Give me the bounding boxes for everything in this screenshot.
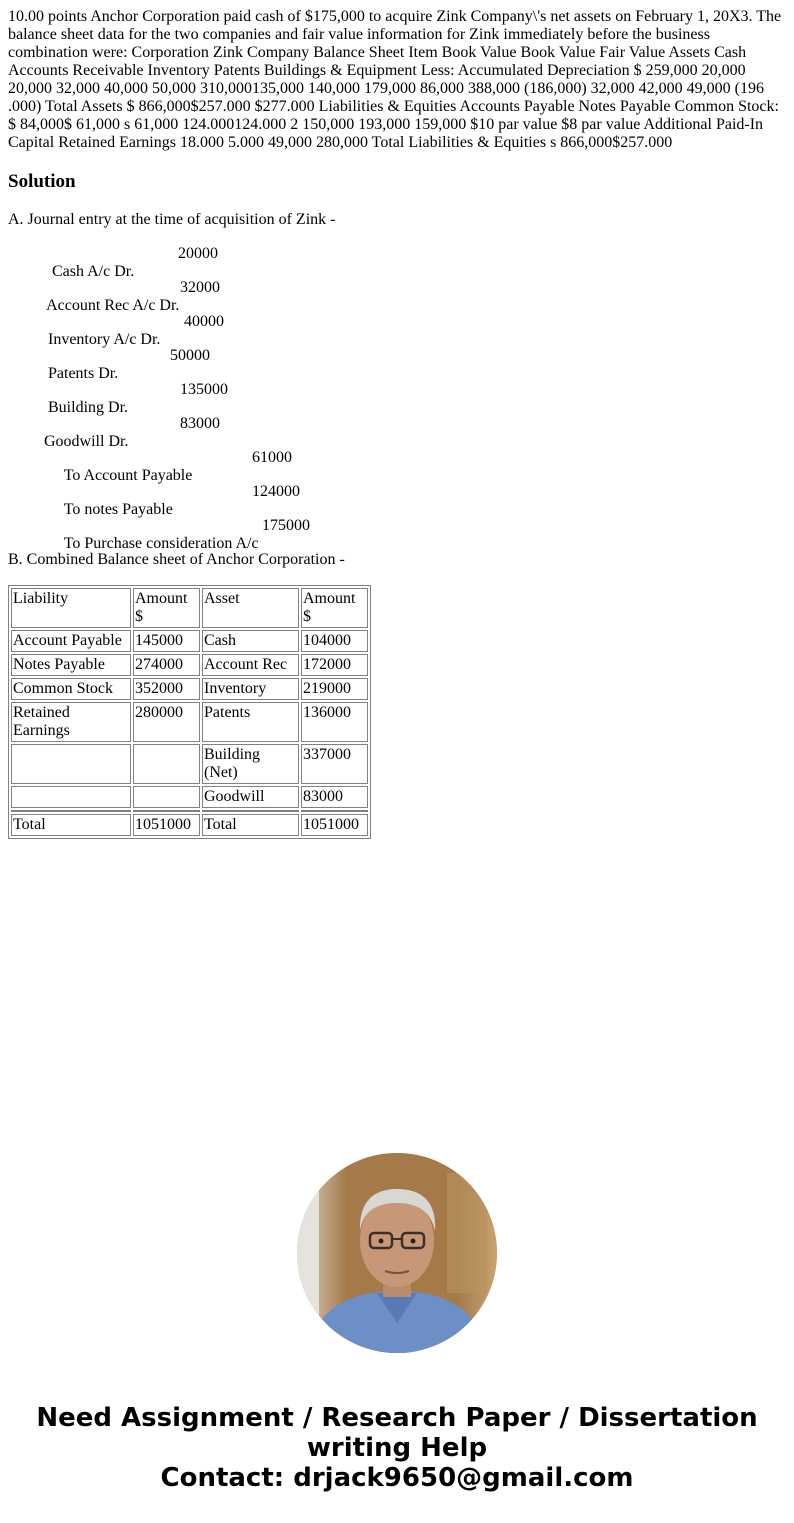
table-header-row (11, 588, 368, 628)
table-spacer-row (11, 810, 368, 812)
table-cell: 219000 (301, 678, 368, 700)
table-cell: 83000 (301, 786, 368, 808)
journal-account: Goodwill Dr. (44, 433, 129, 450)
journal-account: To notes Payable (63, 501, 173, 518)
table-cell: 280000 (133, 702, 200, 742)
table-cell (11, 786, 131, 808)
table-cell (301, 810, 368, 812)
question-text: 10.00 points Anchor Corporation paid cash of $175,000 to acquire Zink Company\'s net assets on February 1, 20X3. The balance sheet data for the two companies and fair value information for Zink immediately before the business combination were: Corporation Zink Company Balance Sheet Item Book Value Book Value Fair Value Assets Cash Accounts Receivable Inventory Patents Buildings & Equipment Less: Accumulated Depreciation $ 259,000 20,000 20,000 32,000 40,000 50,000 310,000135,000 140,000 179,000 86,000 388,000 (186,000) 32,000 42,000 49,000 (196 .000) Total Assets $ 866,000$257.000 $277.000 Liabilities & Equities Accounts Payable Notes Payable Common Stock: $ 84,000$ 61,000 s 61,000 124.000124.000 2 150,000 193,000 159,000 $10 par value $8 par value Additional Paid-In Capital Retained Earnings 18.000 5.000 49,000 280,000 Total Liabilities & Equities s 866,000$257.000 (8, 8, 782, 151)
table-row (11, 744, 368, 784)
table-cell (133, 810, 200, 812)
table-cell: 352000 (133, 678, 200, 700)
table-cell: 1051000 (301, 814, 368, 836)
journal-amount: 124000 (252, 483, 300, 500)
journal-amount: 32000 (180, 279, 220, 296)
table-cell: Patents (202, 702, 299, 742)
table-cell: Account Payable (11, 630, 131, 652)
table-total-row (11, 814, 368, 836)
avatar-portrait-image (297, 1153, 497, 1353)
table-row (11, 630, 368, 652)
table-cell: 274000 (133, 654, 200, 676)
journal-amount: 83000 (180, 415, 220, 432)
table-row (11, 786, 368, 808)
table-row (11, 678, 368, 700)
header-cell: Amount $ (133, 588, 200, 628)
table-cell: 145000 (133, 630, 200, 652)
table-cell: Account Rec (202, 654, 299, 676)
journal-amount: 20000 (178, 245, 218, 262)
footer-line-2: writing Help (306, 1433, 488, 1463)
table-cell (11, 810, 131, 812)
table-cell: Total (11, 814, 131, 836)
journal-amount: 175000 (262, 517, 310, 534)
footer-contact: Contact: drjack9650@gmail.com (160, 1463, 634, 1493)
journal-account: Account Rec A/c Dr. (46, 297, 180, 314)
table-cell (133, 786, 200, 808)
journal-amount: 61000 (252, 449, 292, 466)
footer-banner (0, 1403, 794, 1493)
table-cell: 172000 (301, 654, 368, 676)
table-cell: 136000 (301, 702, 368, 742)
table-cell: Cash (202, 630, 299, 652)
journal-amount: 40000 (184, 313, 224, 330)
part-b-heading: B. Combined Balance sheet of Anchor Corporation - (8, 551, 345, 568)
journal-account: Patents Dr. (48, 365, 119, 382)
journal-account: Inventory A/c Dr. (48, 331, 161, 348)
table-row (11, 654, 368, 676)
table-cell (133, 744, 200, 784)
table-cell: Goodwill (202, 786, 299, 808)
journal-account: To Account Payable (63, 467, 193, 484)
header-cell: Asset (202, 588, 299, 628)
journal-account: Building Dr. (48, 399, 129, 416)
table-cell: Building (Net) (202, 744, 299, 784)
header-cell: Liability (11, 588, 131, 628)
journal-account: To Purchase consideration A/c (63, 535, 259, 552)
table-cell: 337000 (301, 744, 368, 784)
header-cell: Amount $ (301, 588, 368, 628)
avatar (297, 1153, 497, 1353)
table-cell: Total (202, 814, 299, 836)
table-cell: Notes Payable (11, 654, 131, 676)
table-cell: Common Stock (11, 678, 131, 700)
combined-balance-sheet (8, 585, 371, 839)
journal-account: Cash A/c Dr. (52, 263, 135, 280)
table-cell: 104000 (301, 630, 368, 652)
footer-line-1: Need Assignment / Research Paper / Dissertation (36, 1403, 758, 1433)
journal-amount: 135000 (180, 381, 228, 398)
part-a-heading: A. Journal entry at the time of acquisition of Zink - (8, 211, 336, 228)
table-cell: Retained Earnings (11, 702, 131, 742)
solution-heading: Solution (8, 171, 76, 192)
table-cell: Inventory (202, 678, 299, 700)
table-cell: 1051000 (133, 814, 200, 836)
journal-amount: 50000 (170, 347, 210, 364)
table-cell (11, 744, 131, 784)
page-content (8, 8, 786, 833)
table-row (11, 702, 368, 742)
table-cell (202, 810, 299, 812)
